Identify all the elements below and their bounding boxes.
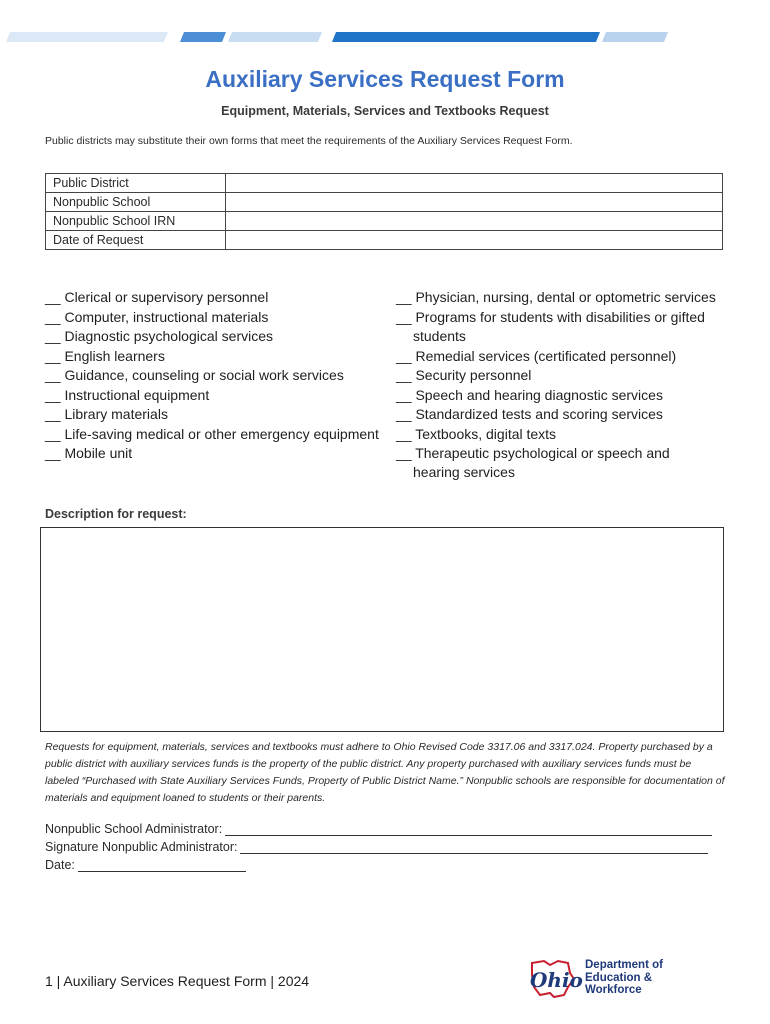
nonpublic-school-field[interactable] (226, 193, 723, 212)
checklist-item-disabilities-gifted-continued: students (413, 328, 466, 344)
checklist-item-mobile-unit[interactable]: __ Mobile unit (45, 445, 133, 461)
table-row (46, 193, 723, 212)
signature-line[interactable] (240, 841, 708, 854)
table-row (46, 212, 723, 231)
description-label: Description for request: (45, 507, 187, 521)
administrator-label: Nonpublic School Administrator: (45, 822, 223, 836)
date-line[interactable] (78, 859, 246, 872)
logo-line-1: Department of (585, 959, 663, 971)
checklist-item-textbooks[interactable]: __ Textbooks, digital texts (396, 425, 557, 442)
checklist-item-security[interactable]: __ Security personnel (396, 367, 532, 383)
checklist-item-guidance[interactable]: __ Guidance, counseling or social work services (45, 367, 344, 383)
checklist-item-computer[interactable]: __ Computer, instructional materials (45, 308, 269, 325)
signature-label: Signature Nonpublic Administrator: (45, 840, 238, 854)
checklist-item-library[interactable]: __ Library materials (45, 406, 168, 422)
public-district-field[interactable] (226, 174, 723, 193)
administrator-line[interactable] (225, 823, 712, 836)
form-note: Public districts may substitute their own forms that meet the requirements of the Auxiliary Services Request Form. (45, 135, 573, 147)
logo-script-text: Ohio (530, 968, 583, 992)
checklist-item-physician[interactable]: __ Physician, nursing, dental or optometric services (396, 289, 716, 305)
footer-page-label: 1 | Auxiliary Services Request Form | 2024 (45, 973, 310, 989)
page-subtitle: Equipment, Materials, Services and Textbooks Request (221, 104, 549, 118)
description-textarea[interactable] (40, 527, 724, 732)
table-row (46, 231, 723, 250)
nonpublic-school-label: Nonpublic School (46, 193, 226, 212)
logo-text (585, 959, 663, 997)
checklist-right-column (396, 288, 716, 480)
checklist-item-life-saving[interactable]: __ Life-saving medical or other emergency equipment (45, 425, 379, 442)
header-decorative-bar (0, 30, 770, 44)
school-info-table (45, 173, 723, 250)
checklist-left-column (45, 288, 379, 464)
date-label: Date: (45, 858, 75, 872)
checklist-item-therapeutic-continued: hearing services (413, 463, 515, 480)
checklist-item-english-learners[interactable]: __ English learners (45, 347, 165, 364)
logo-line-2: Education & (585, 971, 653, 984)
ohio-state-icon (524, 957, 584, 1001)
page-title: Auxiliary Services Request Form (205, 66, 565, 92)
signature-row (45, 840, 708, 854)
public-district-label: Public District (46, 174, 226, 193)
ohio-dew-logo (524, 957, 684, 1001)
checklist-item-clerical[interactable]: __ Clerical or supervisory personnel (45, 289, 269, 305)
date-of-request-label: Date of Request (46, 231, 226, 250)
date-row (45, 858, 246, 872)
nonpublic-school-irn-field[interactable] (226, 212, 723, 231)
logo-line-3: Workforce (585, 984, 642, 996)
checklist-item-therapeutic[interactable]: __ Therapeutic psychological or speech and (396, 445, 670, 461)
table-row (46, 174, 723, 193)
checklist-item-instructional-equipment[interactable]: __ Instructional equipment (45, 386, 210, 403)
checklist-item-standardized-tests[interactable]: __ Standardized tests and scoring services (396, 406, 663, 422)
checklist-item-remedial[interactable]: __ Remedial services (certificated personnel) (396, 347, 677, 364)
checklist-item-speech-hearing[interactable]: __ Speech and hearing diagnostic services (396, 386, 663, 403)
date-of-request-field[interactable] (226, 231, 723, 250)
nonpublic-school-irn-label: Nonpublic School IRN (46, 212, 226, 231)
administrator-signature-row (45, 822, 712, 836)
checklist-item-diagnostic[interactable]: __ Diagnostic psychological services (45, 328, 273, 344)
disclaimer-text: Requests for equipment, materials, services and textbooks must adhere to Ohio Revised Code 3317.06 and 3317.024. Property purchased by a public district with auxiliary services funds is the property of the public district. Any property purchased with auxiliary services funds must be labeled “Purchased with State Auxiliary Services Funds, Property of Public District Name.” Nonpublic schools are responsible for documentation of materials and equipment loaned to students or their parents. (45, 741, 725, 804)
checklist-item-disabilities-gifted[interactable]: __ Programs for students with disabilities or gifted (396, 308, 705, 325)
